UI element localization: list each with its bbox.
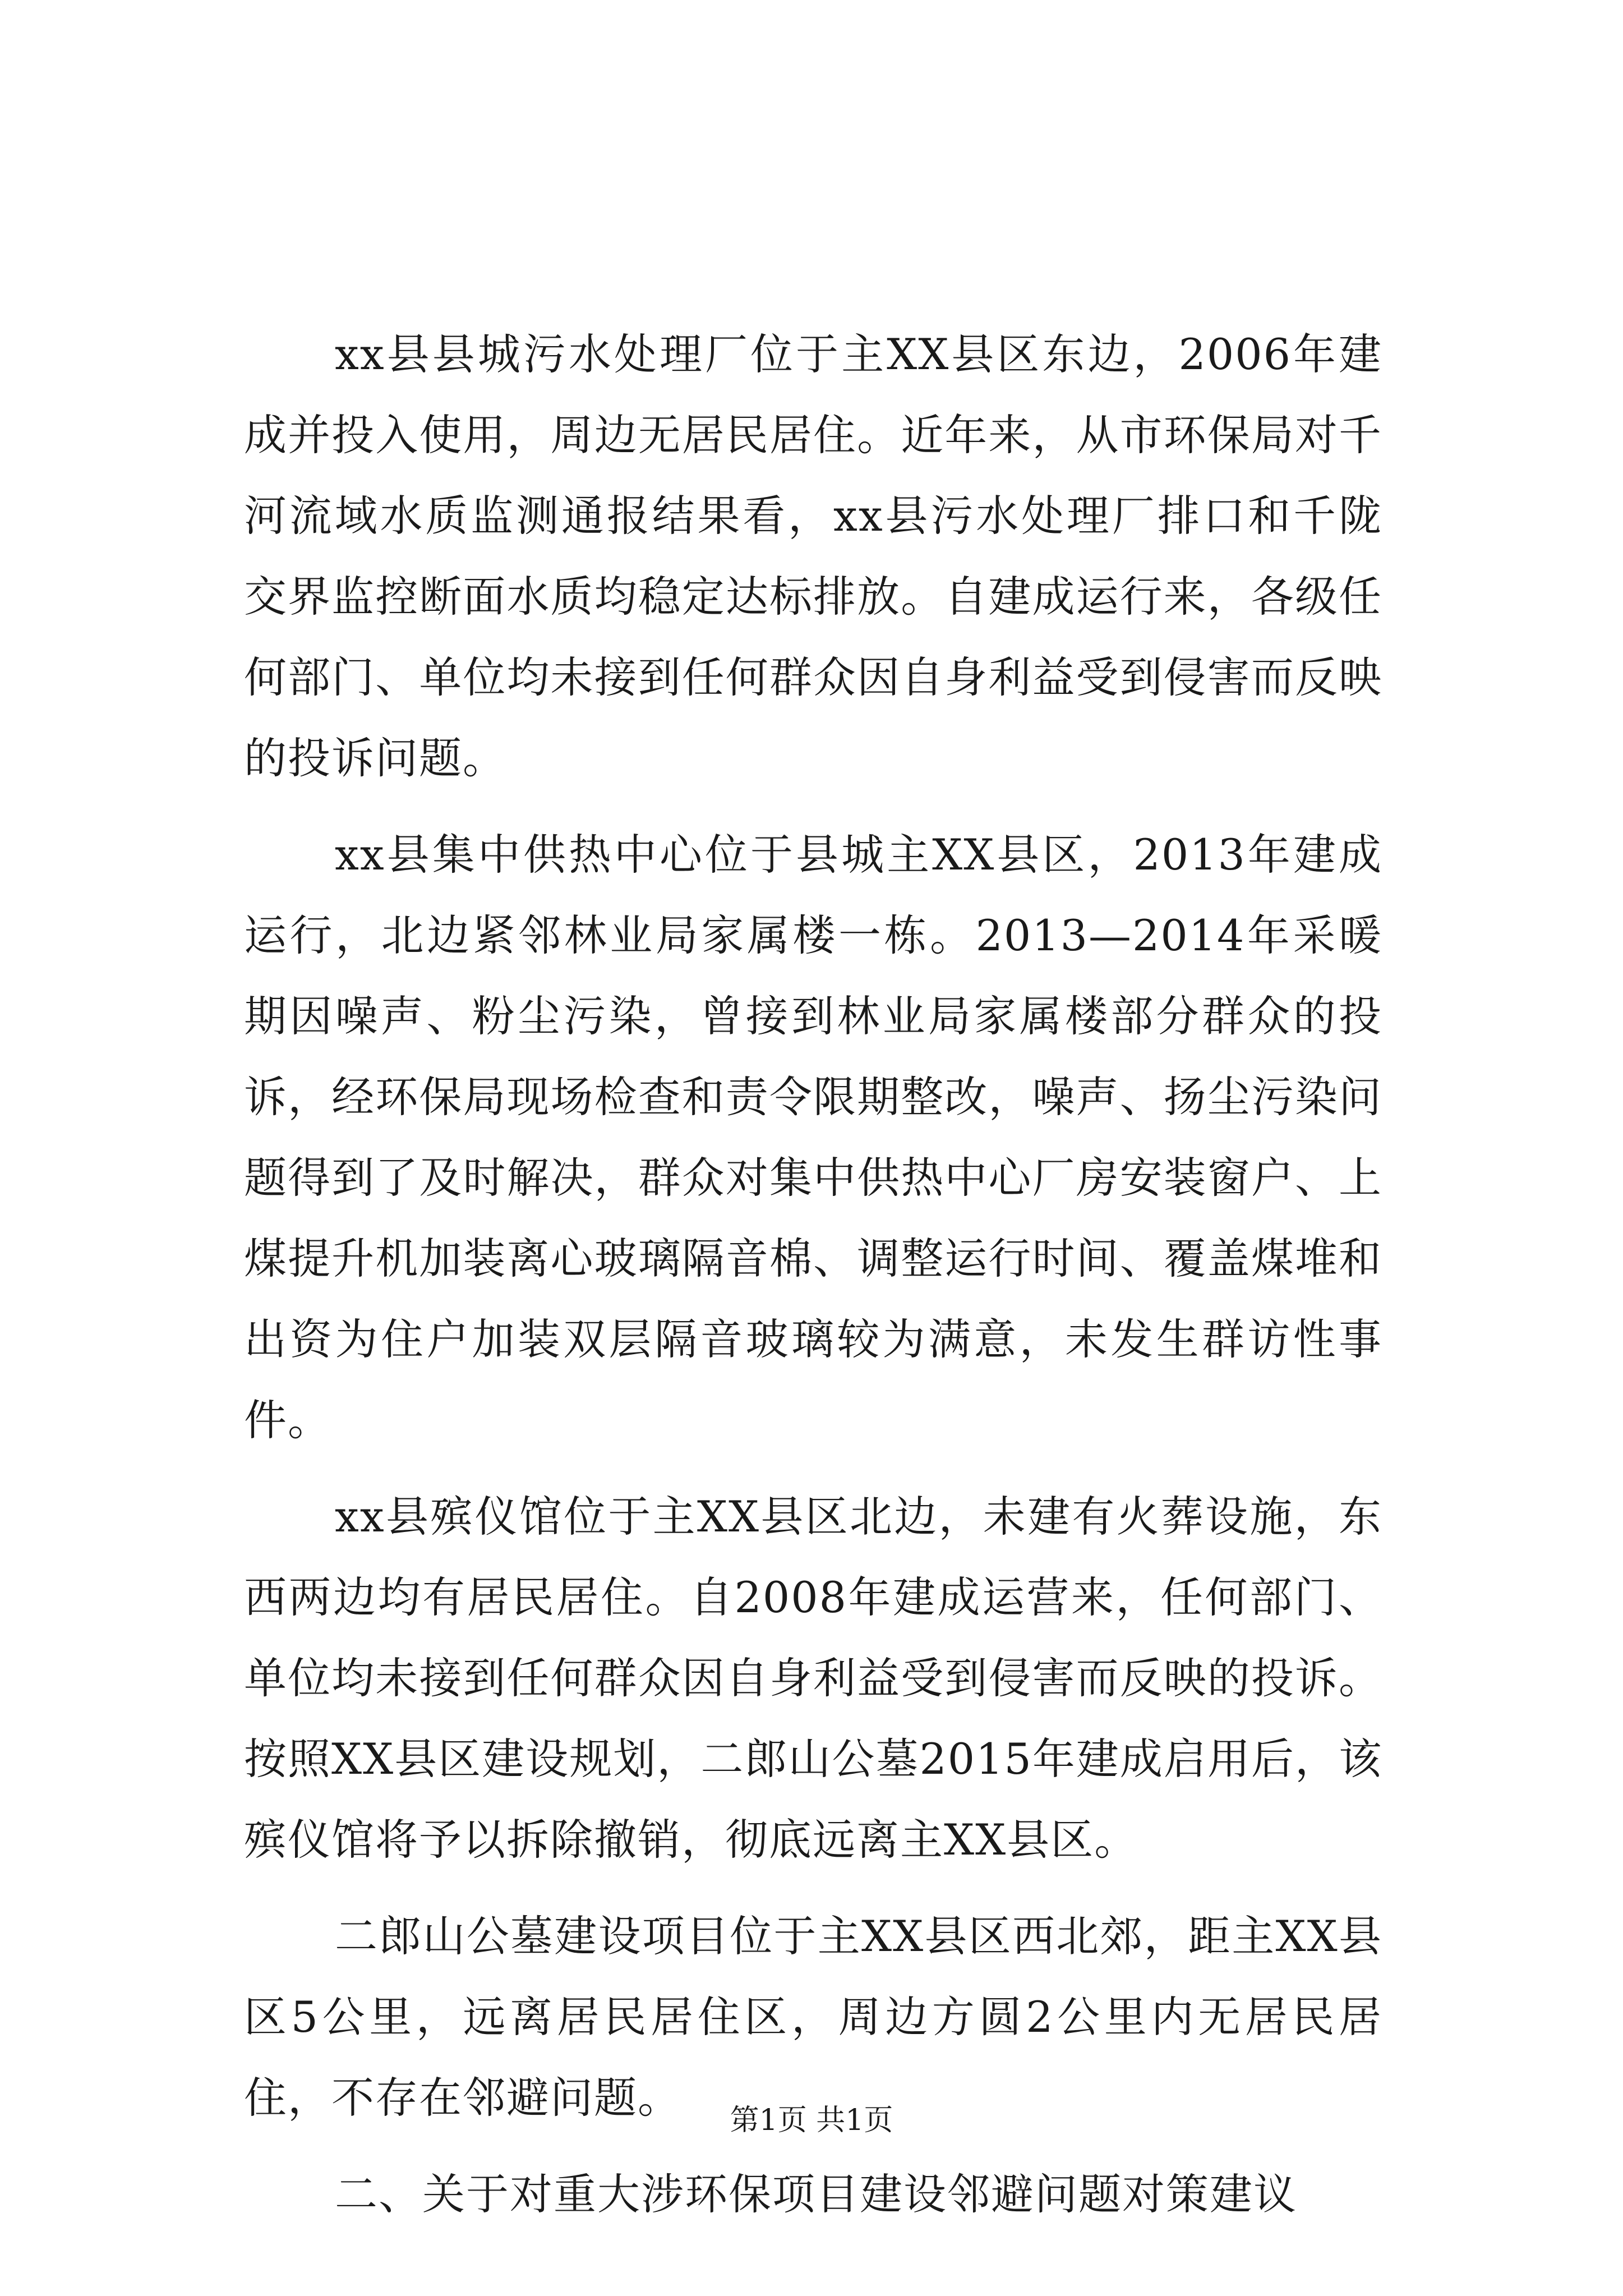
page-number-footer: 第1页 共1页 — [730, 2104, 893, 2137]
paragraph-funeral-home: xx县殡仪馆位于主XX县区北边，未建有火葬设施，东西两边均有居民居住。自2008年建成运营来，任何部门、单位均未接到任何群众因自身利益受到侵害而反映的投诉。按照XX县区建设规划，二郎山公墓2015年建成启用后，该殡仪馆将予以拆除撤销，彻底远离主XX县区。 — [244, 1492, 1382, 1865]
paragraph-wastewater-plant: xx县县城污水处理厂位于主XX县区东边，2006年建成并投入使用，周边无居民居住。近年来，从市环保局对千河流域水质监测通报结果看，xx县污水处理厂排口和千陇交界监控断面水质均稳定达标排放。自建成运行来，各级任何部门、单位均未接到任何群众因自身利益受到侵害而反映的投诉问题。 — [244, 329, 1382, 783]
paragraph-heating-center: xx县集中供热中心位于县城主XX县区，2013年建成运行，北边紧邻林业局家属楼一栋。2013—2014年采暖期因噪声、粉尘污染，曾接到林业局家属楼部分群众的投诉，经环保局现场检查和责令限期整改，噪声、扬尘污染问题得到了及时解决，群众对集中供热中心厂房安装窗户、上煤提升机加装离心玻璃隔音棉、调整运行时间、覆盖煤堆和出资为住户加装双层隔音玻璃较为满意，未发生群访性事件。 — [244, 830, 1382, 1445]
paragraph-cemetery-project: 二郎山公墓建设项目位于主XX县区西北郊，距主XX县区5公里，远离居民居住区，周边方圆2公里内无居民居住，不存在邻避问题。 — [244, 1911, 1382, 2123]
section-heading-countermeasures: 二、关于对重大涉环保项目建设邻避问题对策建议 — [335, 2169, 1297, 2219]
document-body — [244, 314, 1382, 2235]
